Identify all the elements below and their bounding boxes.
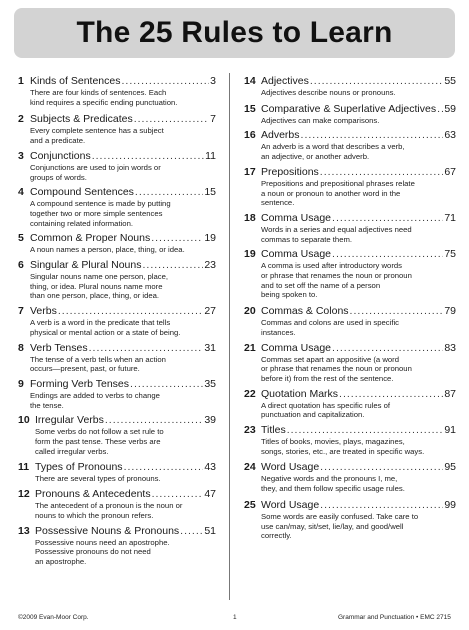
description-line: nouns to which the pronoun refers. [35, 510, 154, 520]
rule-description [18, 88, 216, 107]
footer-copyright: ©2009 Evan-Moor Corp. [18, 614, 89, 621]
rule-name: Subjects & Predicates [30, 113, 133, 126]
rule-number: 11 [18, 461, 30, 474]
rule-heading[interactable] [244, 461, 456, 474]
dot-leader [58, 305, 203, 318]
rule-entry [244, 75, 456, 98]
rule-heading[interactable] [18, 259, 216, 272]
description-line: songs, stories, etc., are treated in specific ways. [261, 446, 425, 456]
dot-leader [152, 488, 204, 501]
rule-entry [18, 488, 216, 520]
rule-description [244, 401, 456, 420]
rule-name: Quotation Marks [261, 387, 339, 400]
description-line: Endings are added to verbs to change [30, 390, 160, 400]
rule-name: Word Usage [261, 461, 320, 474]
description-line: form the past tense. These verbs are [35, 437, 161, 447]
rule-entry [244, 499, 456, 541]
rule-heading[interactable] [18, 150, 216, 163]
page-title: The 25 Rules to Learn [76, 16, 393, 49]
rule-description [244, 179, 456, 208]
rule-heading[interactable] [18, 113, 216, 126]
rule-page-number: 99 [444, 498, 456, 511]
description-line: together two or more simple sentences [30, 208, 163, 218]
dot-leader [92, 150, 204, 163]
rule-name: Titles [261, 424, 286, 437]
description-line: punctuation and capitalization. [261, 410, 365, 420]
column-divider [229, 73, 230, 600]
rule-page-number: 23 [204, 259, 216, 272]
description-line: and to set off the name of a person [261, 280, 381, 290]
rules-column-right [244, 75, 456, 545]
description-line: A verb is a word in the predicate that tells [30, 318, 171, 328]
description-line: A compound sentence is made by putting [30, 199, 171, 209]
rule-name: Word Usage [261, 498, 320, 511]
rule-number: 5 [18, 232, 24, 245]
description-line: Every complete sentence has a subject [30, 126, 164, 136]
rule-heading[interactable] [18, 461, 216, 474]
description-line: an apostrophe. [35, 556, 87, 566]
description-line: Titles of books, movies, plays, magazines, [261, 437, 405, 447]
description-line: There are four kinds of sentences. Each [30, 88, 167, 97]
dot-leader [437, 103, 443, 116]
rule-entry [244, 388, 456, 420]
rule-entry [18, 461, 216, 484]
description-line: called irregular verbs. [35, 446, 109, 456]
description-line: and a predicate. [30, 136, 86, 146]
rule-page-number: 19 [204, 232, 216, 245]
rule-description [244, 437, 456, 456]
description-line: sentence. [261, 198, 295, 208]
rule-entry [18, 75, 216, 107]
dot-leader [130, 378, 203, 391]
rule-number: 7 [18, 305, 24, 318]
description-line: instances. [261, 327, 296, 337]
dot-leader [310, 75, 443, 88]
rule-entry [18, 259, 216, 301]
description-line: use can/may, sit/set, lie/lay, and good/well [261, 521, 404, 531]
rule-page-number: 75 [444, 248, 456, 261]
rule-page-number: 27 [204, 305, 216, 318]
footer-book-title: Grammar and Punctuation • EMC 2715 [338, 614, 451, 621]
rule-description [18, 501, 216, 520]
description-line: A comma is used after introductory words [261, 261, 402, 271]
rule-number: 18 [244, 211, 256, 224]
rule-page-number: 79 [444, 305, 456, 318]
rule-name: Pronouns & Antecedents [35, 488, 151, 501]
rule-page-number: 51 [204, 524, 216, 537]
rule-description [18, 163, 216, 182]
description-line: Possessive pronouns do not need [35, 547, 151, 557]
rule-number: 20 [244, 305, 256, 318]
dot-leader [151, 232, 203, 245]
description-line: Singular nouns name one person, place, [30, 272, 169, 282]
rule-number: 13 [18, 524, 30, 537]
rule-name: Verbs [30, 305, 57, 318]
rule-entry [18, 113, 216, 145]
rule-heading[interactable] [18, 342, 216, 355]
rule-description [244, 88, 456, 98]
rule-description [244, 512, 456, 541]
rule-page-number: 15 [204, 186, 216, 199]
rule-name: Conjunctions [30, 149, 91, 162]
rule-page-number: 83 [444, 341, 456, 354]
rule-description [18, 126, 216, 145]
rule-page-number: 71 [444, 211, 456, 224]
rule-name: Forming Verb Tenses [30, 377, 130, 390]
rule-number: 2 [18, 113, 24, 126]
rule-name: Prepositions [261, 165, 319, 178]
rule-number: 1 [18, 75, 24, 87]
rule-description [244, 225, 456, 244]
rule-name: Compound Sentences [30, 186, 134, 199]
rule-name: Comparative & Superlative Adjectives [261, 102, 437, 115]
dot-leader [142, 259, 203, 272]
rule-name: Irregular Verbs [35, 414, 104, 427]
rule-entry [244, 212, 456, 244]
rule-page-number: 87 [444, 387, 456, 400]
rule-heading[interactable] [244, 166, 456, 179]
rule-description [244, 474, 456, 493]
rule-page-number: 55 [444, 75, 456, 87]
rule-heading[interactable] [18, 75, 216, 88]
rule-page-number: 63 [444, 129, 456, 142]
rule-heading[interactable] [244, 305, 456, 318]
rule-page-number: 95 [444, 461, 456, 474]
description-line: than one person, place, thing, or idea. [30, 291, 160, 301]
rules-column-left [18, 75, 216, 571]
rule-heading[interactable] [244, 248, 456, 261]
description-line: Commas and colons are used in specific [261, 318, 400, 328]
rule-page-number: 11 [205, 149, 216, 162]
dot-leader [320, 499, 443, 512]
rule-entry [18, 305, 216, 337]
rule-description [18, 355, 216, 374]
rule-entry [244, 424, 456, 456]
rule-number: 9 [18, 377, 24, 390]
rule-page-number: 39 [204, 414, 216, 427]
description-line: Adjectives can make comparisons. [261, 115, 380, 125]
rule-number: 22 [244, 387, 256, 400]
rule-description [18, 474, 216, 484]
rule-entry [244, 129, 456, 161]
description-line: before it) from the rest of the sentence. [261, 373, 394, 383]
description-line: A direct quotation has specific rules of [261, 400, 391, 410]
rule-page-number: 31 [204, 341, 216, 354]
dot-leader [301, 129, 444, 142]
rule-description [18, 272, 216, 301]
rule-number: 12 [18, 488, 30, 501]
rule-name: Possessive Nouns & Pronouns [35, 524, 180, 537]
rule-heading[interactable] [18, 525, 216, 538]
rule-entry [18, 232, 216, 255]
description-line: Commas set apart an appositive (a word [261, 354, 400, 364]
dot-leader [180, 525, 203, 538]
description-line: or phrase that renames the noun or pronoun [261, 364, 412, 374]
description-line: they, and them follow specific usage rules. [261, 484, 405, 494]
dot-leader [134, 113, 209, 126]
dot-leader [332, 342, 443, 355]
description-line: thing, or idea. Plural nouns name more [30, 281, 163, 291]
description-line: Conjunctions are used to join words or [30, 162, 161, 172]
rule-number: 4 [18, 186, 24, 199]
description-line: Adjectives describe nouns or pronouns. [261, 88, 396, 97]
rule-heading[interactable] [244, 103, 456, 116]
description-line: Negative words and the pronouns I, me, [261, 474, 398, 484]
dot-leader [121, 75, 209, 88]
rule-entry [244, 248, 456, 300]
rule-name: Comma Usage [261, 341, 332, 354]
description-line: or phrase that renames the noun or pronoun [261, 271, 412, 281]
rule-entry [18, 150, 216, 182]
rule-heading[interactable] [244, 499, 456, 512]
rule-number: 19 [244, 248, 256, 261]
rule-page-number: 3 [210, 75, 216, 87]
dot-leader [350, 305, 444, 318]
rule-description [18, 318, 216, 337]
rule-number: 15 [244, 102, 256, 115]
rule-entry [244, 305, 456, 337]
description-line: the tense. [30, 400, 64, 410]
rule-number: 16 [244, 129, 256, 142]
rule-number: 17 [244, 165, 256, 178]
description-line: There are several types of pronouns. [35, 474, 161, 484]
rule-number: 8 [18, 341, 24, 354]
rule-entry [244, 103, 456, 126]
description-line: containing related information. [30, 218, 133, 228]
rule-name: Adverbs [261, 129, 300, 142]
description-line: Prepositions and prepositional phrases relate [261, 178, 415, 188]
rule-description [244, 355, 456, 384]
rule-heading[interactable] [244, 75, 456, 88]
description-line: A noun names a person, place, thing, or idea. [30, 245, 185, 255]
rule-name: Types of Pronouns [35, 461, 123, 474]
description-line: physical or mental action or a state of being. [30, 327, 181, 337]
rule-entry [244, 342, 456, 384]
rule-name: Common & Proper Nouns [30, 232, 151, 245]
rule-heading[interactable] [18, 305, 216, 318]
rule-page-number: 7 [210, 113, 216, 126]
dot-leader [320, 461, 443, 474]
rule-number: 24 [244, 461, 256, 474]
description-line: An adverb is a word that describes a verb, [261, 142, 405, 152]
rule-number: 14 [244, 75, 256, 87]
rule-heading[interactable] [18, 232, 216, 245]
description-line: correctly. [261, 531, 292, 541]
description-line: Some words are easily confused. Take care to [261, 511, 419, 521]
rule-name: Comma Usage [261, 211, 332, 224]
rule-description [18, 538, 216, 567]
dot-leader [339, 388, 443, 401]
rule-entry [244, 461, 456, 493]
description-line: Some verbs do not follow a set rule to [35, 427, 164, 437]
description-line: an adjective, or another adverb. [261, 152, 370, 162]
description-line: groups of words. [30, 172, 87, 182]
rule-description [244, 318, 456, 337]
dot-leader [332, 212, 443, 225]
rule-description [244, 142, 456, 161]
dot-leader [124, 461, 204, 474]
rule-heading[interactable] [18, 414, 216, 427]
rule-entry [18, 378, 216, 410]
dot-leader [135, 186, 203, 199]
rule-heading[interactable] [18, 378, 216, 391]
footer-page-number: 1 [233, 614, 237, 621]
description-line: being spoken to. [261, 290, 318, 300]
description-line: a noun or pronoun to another word in the [261, 188, 401, 198]
rule-heading[interactable] [18, 488, 216, 501]
description-line: Possessive nouns need an apostrophe. [35, 537, 170, 547]
rule-page-number: 59 [444, 102, 456, 115]
rule-description [244, 116, 456, 126]
rule-number: 25 [244, 498, 256, 511]
description-line: commas to separate them. [261, 234, 353, 244]
rule-page-number: 43 [204, 461, 216, 474]
rule-entry [244, 166, 456, 208]
rule-description [18, 391, 216, 410]
rule-name: Adjectives [261, 75, 309, 87]
rule-entry [18, 414, 216, 456]
dot-leader [89, 342, 204, 355]
rule-entry [18, 186, 216, 228]
dot-leader [320, 166, 444, 179]
rule-description [18, 199, 216, 228]
rule-number: 10 [18, 414, 30, 427]
rule-entry [18, 342, 216, 374]
rule-heading[interactable] [244, 129, 456, 142]
rule-heading[interactable] [244, 342, 456, 355]
rule-heading[interactable] [18, 186, 216, 199]
rule-name: Kinds of Sentences [30, 75, 121, 87]
rule-heading[interactable] [244, 212, 456, 225]
rule-page-number: 35 [204, 377, 216, 390]
rule-name: Commas & Colons [261, 305, 349, 318]
rule-name: Comma Usage [261, 248, 332, 261]
title-banner [14, 8, 455, 58]
rule-page-number: 91 [444, 424, 456, 437]
rule-number: 21 [244, 341, 256, 354]
description-line: The antecedent of a pronoun is the noun or [35, 501, 183, 511]
rule-heading[interactable] [244, 424, 456, 437]
rule-page-number: 47 [204, 488, 216, 501]
rule-number: 3 [18, 149, 24, 162]
description-line: kind requires a specific ending punctuation. [30, 97, 178, 107]
description-line: Words in a series and equal adjectives need [261, 224, 412, 234]
description-line: occurs—present, past, or future. [30, 364, 140, 374]
dot-leader [287, 424, 444, 437]
rule-description [18, 245, 216, 255]
rule-description [18, 427, 216, 456]
rule-heading[interactable] [244, 388, 456, 401]
rule-description [244, 261, 456, 300]
rule-page-number: 67 [444, 165, 456, 178]
dot-leader [105, 414, 203, 427]
dot-leader [332, 248, 443, 261]
rule-name: Singular & Plural Nouns [30, 259, 142, 272]
rule-entry [18, 525, 216, 567]
description-line: The tense of a verb tells when an action [30, 354, 166, 364]
rule-number: 23 [244, 424, 256, 437]
rule-number: 6 [18, 259, 24, 272]
rule-name: Verb Tenses [30, 341, 88, 354]
